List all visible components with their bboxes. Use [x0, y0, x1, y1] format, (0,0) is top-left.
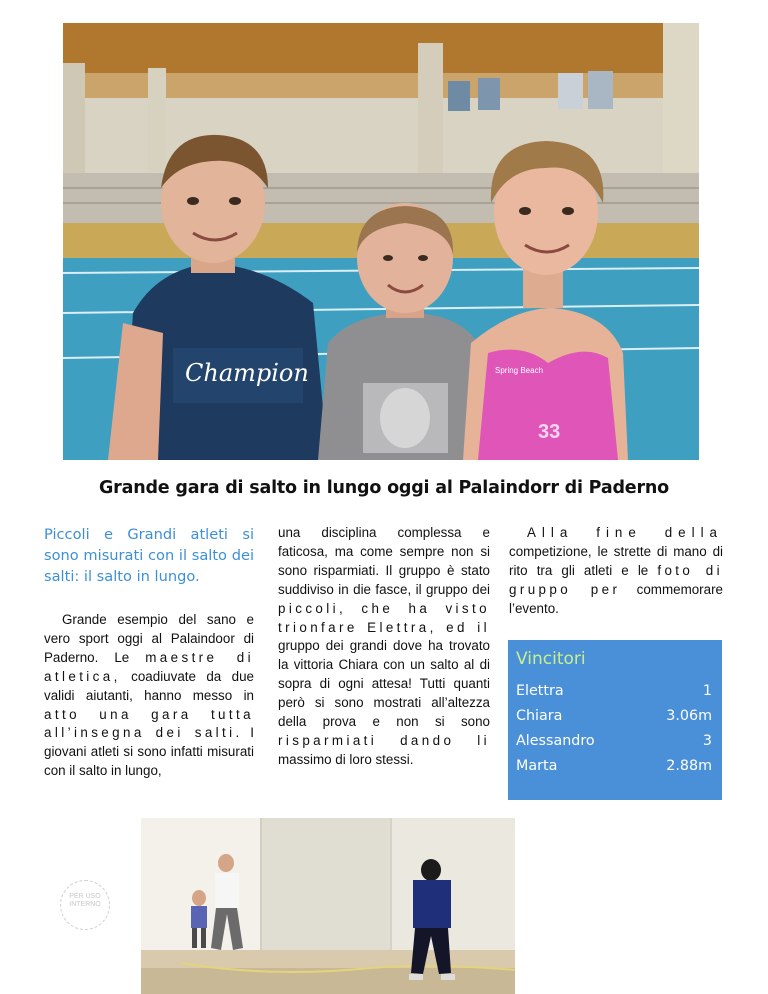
top-photo-illustration — [63, 23, 699, 460]
body-text: coadiuvate da due validi aiutanti, hanno messo in — [44, 668, 254, 703]
winner-result: 1 — [702, 683, 712, 699]
body-text: I giovani atleti si sono infatti misurati con il salto in lungo, — [44, 725, 254, 779]
body-paragraph-2 — [278, 524, 490, 770]
lead-paragraph: Piccoli e Grandi atleti si sono misurati con il salto dei salti: il salto in lungo. — [44, 526, 254, 585]
winner-result: 2.88m — [666, 758, 712, 774]
bottom-photo-long-jump — [141, 818, 515, 994]
bottom-photo-illustration — [141, 818, 515, 994]
winner-name: Alessandro — [516, 733, 595, 749]
winners-row — [516, 704, 712, 729]
winner-name: Chiara — [516, 708, 563, 724]
page-headline: Grande gara di salto in lungo oggi al Palaindorr di Paderno — [99, 478, 669, 498]
shirt-text: Champion — [185, 359, 309, 387]
winners-row — [516, 679, 712, 704]
body-text: Grande esempio del sano e vero sport oggi al Palaindoor di Paderno. Le — [44, 612, 254, 665]
winners-title: Vincitori — [516, 649, 586, 669]
winner-name: Marta — [516, 758, 558, 774]
column-1 — [44, 524, 254, 781]
tag-text: Spring Beach — [495, 366, 544, 375]
body-text: una disciplina complessa e faticosa, ma come sempre non si sono risparmiati. Il gruppo è stato suddiviso in die fasce, il gruppo dei — [278, 525, 490, 597]
body-text: atto una gara tutta all’insegna dei salti. — [44, 706, 254, 741]
winners-row — [516, 754, 712, 779]
column-2 — [278, 524, 490, 770]
body-text: maestre di atletica, — [44, 649, 254, 684]
number-text: 33 — [538, 421, 561, 443]
body-paragraph-3 — [509, 524, 723, 619]
winners-row — [516, 729, 712, 754]
body-text: foto di gruppo per — [509, 562, 723, 597]
body-text: piccoli, che ha visto trionfare Elettra, ed il — [278, 600, 490, 635]
winner-result: 3 — [702, 733, 712, 749]
winner-name: Elettra — [516, 683, 564, 699]
winners-box — [508, 640, 722, 800]
body-text: massimo di loro stessi. — [278, 751, 414, 767]
body-text: competizione, le strette di mano di rito tra gli atleti e le — [509, 543, 723, 578]
winner-result: 3.06m — [666, 708, 712, 724]
body-paragraph-1 — [44, 611, 254, 781]
body-text: commemorare l’evento. — [509, 581, 723, 616]
body-text: Alla fine della — [527, 525, 723, 540]
body-text: risparmiati dando li — [278, 732, 490, 748]
column-3 — [509, 524, 723, 619]
body-text: gruppo dei grandi dove ha trovato la vittoria Chiara con un salto al di sopra di ogni attesa! Tutti quanti però si sono mostrati all’altezza della prova e non si sono — [278, 638, 490, 730]
faint-stamp: PER USO INTERNO — [60, 880, 110, 930]
top-photo-three-kids — [63, 23, 699, 460]
